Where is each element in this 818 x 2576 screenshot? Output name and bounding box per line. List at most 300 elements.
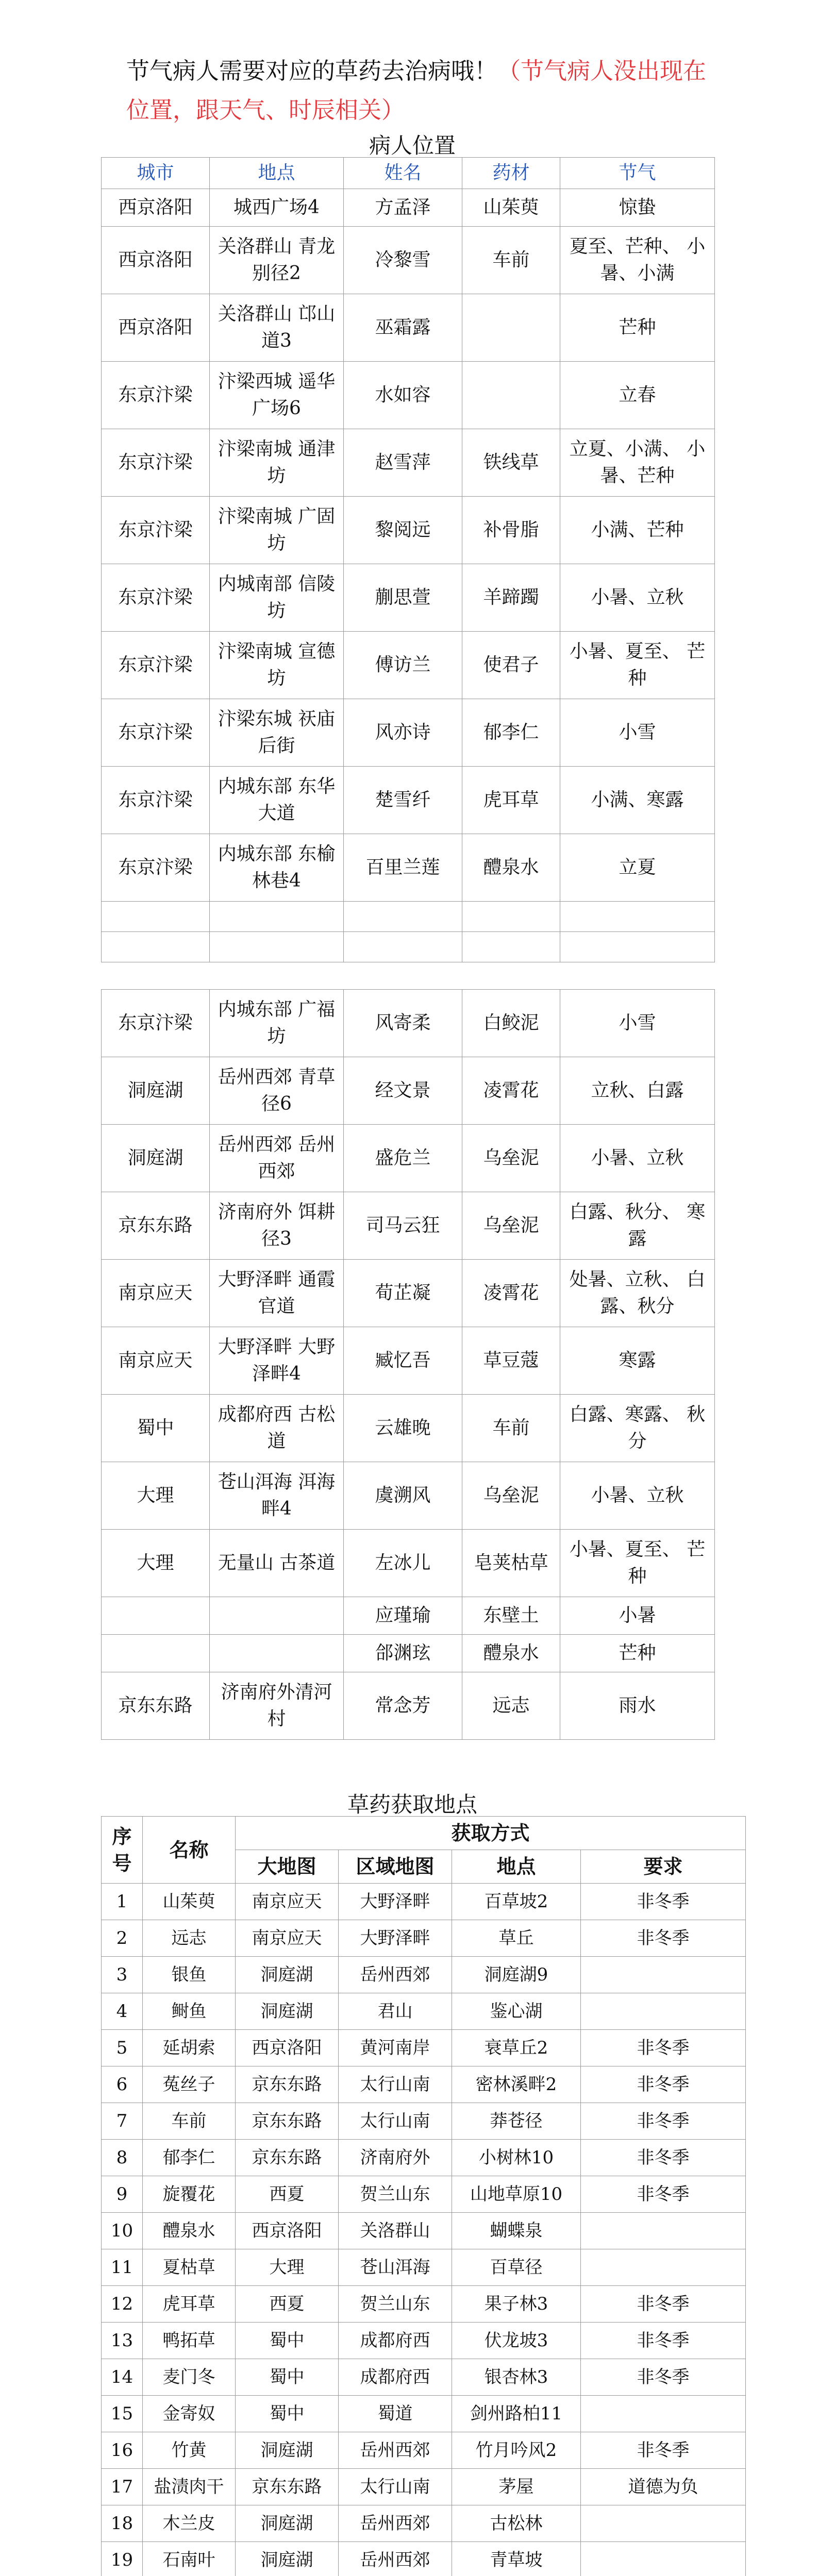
table-cell xyxy=(102,932,210,962)
herbs-title: 草药获取地点 xyxy=(347,1792,477,1817)
table-cell: 5 xyxy=(102,2030,143,2066)
patients-header-cell: 城市 xyxy=(102,158,210,189)
table-cell: 山茱萸 xyxy=(143,1884,236,1920)
table-cell: 非冬季 xyxy=(581,2176,746,2213)
table-cell: 山茱萸 xyxy=(462,189,560,227)
table-cell: 巫霜露 xyxy=(344,294,462,362)
table-cell xyxy=(462,294,560,362)
table-cell xyxy=(344,932,462,962)
table-cell: 东京汴梁 xyxy=(102,767,210,834)
table-cell: 京东东路 xyxy=(236,2140,339,2176)
table-cell: 白鲛泥 xyxy=(462,990,560,1057)
table-cell: 百里兰莲 xyxy=(344,834,462,902)
table-cell: 岳州西郊 xyxy=(339,1957,452,1993)
table-cell xyxy=(581,2213,746,2249)
table-cell: 盐渍肉干 xyxy=(143,2469,236,2505)
table-cell: 南京应天 xyxy=(236,1884,339,1920)
table-cell: 京东东路 xyxy=(236,2469,339,2505)
table-cell: 水如容 xyxy=(344,362,462,429)
table-cell: 君山 xyxy=(339,1993,452,2030)
table-cell: 风寄柔 xyxy=(344,990,462,1057)
table-cell: 东京汴梁 xyxy=(102,362,210,429)
table-cell: 百草径 xyxy=(452,2249,581,2286)
table-cell: 小树林10 xyxy=(452,2140,581,2176)
table-cell: 道德为负 xyxy=(581,2469,746,2505)
table-cell: 汴梁南城 广固坊 xyxy=(210,497,344,564)
table-cell: 远志 xyxy=(462,1672,560,1740)
table-cell: 车前 xyxy=(462,1395,560,1462)
table-cell: 内城东部 东华大道 xyxy=(210,767,344,834)
table-cell: 关洛群山 xyxy=(339,2213,452,2249)
table-cell: 蒯思萱 xyxy=(344,564,462,632)
table-cell xyxy=(581,2396,746,2432)
table-cell: 6 xyxy=(102,2066,143,2103)
table-cell: 岳州西郊 xyxy=(339,2432,452,2469)
table-cell: 醴泉水 xyxy=(462,1635,560,1672)
patients-header-row xyxy=(102,158,715,189)
table-cell: 西京洛阳 xyxy=(102,294,210,362)
table-cell: 立夏、小满、 小暑、芒种 xyxy=(560,429,715,497)
table-cell: 芒种 xyxy=(560,1635,715,1672)
table-cell: 洞庭湖 xyxy=(236,2505,339,2542)
table-cell: 成都府西 xyxy=(339,2359,452,2396)
table-cell: 经文景 xyxy=(344,1057,462,1125)
table-cell: 7 xyxy=(102,2103,143,2140)
table-cell: 风亦诗 xyxy=(344,699,462,767)
table-row xyxy=(102,2396,746,2432)
table-cell: 京东东路 xyxy=(102,1672,210,1740)
table-row xyxy=(102,1920,746,1957)
table-cell: 臧忆吾 xyxy=(344,1327,462,1395)
table-cell: 司马云狂 xyxy=(344,1192,462,1260)
table-row-blank xyxy=(102,932,715,962)
table-cell: 京东东路 xyxy=(236,2103,339,2140)
table-cell: 虞溯风 xyxy=(344,1462,462,1530)
table-cell: 苍山洱海 洱海畔4 xyxy=(210,1462,344,1530)
table-row xyxy=(102,1462,715,1530)
table-cell: 14 xyxy=(102,2359,143,2396)
table-cell: 麦门冬 xyxy=(143,2359,236,2396)
patients-table-2 xyxy=(101,989,715,1740)
table-cell: 小满、寒露 xyxy=(560,767,715,834)
table-cell: 1 xyxy=(102,1884,143,1920)
table-cell: 蜀中 xyxy=(236,2359,339,2396)
table-cell: 竹月吟风2 xyxy=(452,2432,581,2469)
table-cell: 汴梁西城 遥华广场6 xyxy=(210,362,344,429)
table-cell: 石南叶 xyxy=(143,2542,236,2576)
table-row xyxy=(102,1395,715,1462)
table-cell: 木兰皮 xyxy=(143,2505,236,2542)
herbs-header-method: 获取方式 xyxy=(236,1817,746,1850)
table-cell: 15 xyxy=(102,2396,143,2432)
table-cell: 醴泉水 xyxy=(143,2213,236,2249)
table-cell: 太行山南 xyxy=(339,2103,452,2140)
table-row xyxy=(102,2249,746,2286)
table-cell: 大野泽畔 通霞官道 xyxy=(210,1260,344,1327)
table-cell xyxy=(344,902,462,932)
table-cell: 17 xyxy=(102,2469,143,2505)
table-cell xyxy=(210,902,344,932)
table-row xyxy=(102,294,715,362)
table-cell: 草豆蔻 xyxy=(462,1327,560,1395)
table-cell: 虎耳草 xyxy=(143,2286,236,2323)
table-row xyxy=(102,1057,715,1125)
table-row xyxy=(102,189,715,227)
table-cell: 济南府外 饵耕径3 xyxy=(210,1192,344,1260)
table-cell: 郁李仁 xyxy=(143,2140,236,2176)
table-cell xyxy=(462,362,560,429)
table-cell: 蜀中 xyxy=(236,2323,339,2359)
table-cell: 南京应天 xyxy=(102,1327,210,1395)
table-cell: 山地草原10 xyxy=(452,2176,581,2213)
table-cell xyxy=(581,2505,746,2542)
table-cell xyxy=(581,1993,746,2030)
table-cell: 蜀中 xyxy=(102,1395,210,1462)
table-cell: 醴泉水 xyxy=(462,834,560,902)
table-cell: 西夏 xyxy=(236,2286,339,2323)
table-row xyxy=(102,2505,746,2542)
herbs-subheader-cell: 要求 xyxy=(581,1850,746,1884)
table-row xyxy=(102,1597,715,1635)
table-cell: 洞庭湖 xyxy=(102,1125,210,1192)
table-cell: 内城东部 东榆林巷4 xyxy=(210,834,344,902)
table-cell: 茅屋 xyxy=(452,2469,581,2505)
table-cell: 盛危兰 xyxy=(344,1125,462,1192)
table-row xyxy=(102,1327,715,1395)
table-cell: 小雪 xyxy=(560,699,715,767)
table-row xyxy=(102,1260,715,1327)
table-cell: 19 xyxy=(102,2542,143,2576)
table-cell: 剑州路柏11 xyxy=(452,2396,581,2432)
table-cell: 10 xyxy=(102,2213,143,2249)
herbs-subheader-cell: 大地图 xyxy=(236,1850,339,1884)
table-cell: 羊蹄躅 xyxy=(462,564,560,632)
table-cell: 非冬季 xyxy=(581,2103,746,2140)
table-cell: 西京洛阳 xyxy=(236,2030,339,2066)
table-cell: 非冬季 xyxy=(581,2323,746,2359)
table-cell: 洞庭湖 xyxy=(236,2432,339,2469)
table-cell: 非冬季 xyxy=(581,2432,746,2469)
intro-note: （节气病人没出现在位置，跟天气、时辰相关） xyxy=(126,57,707,124)
table-cell: 小雪 xyxy=(560,990,715,1057)
table-cell: 立春 xyxy=(560,362,715,429)
patients-header-cell: 姓名 xyxy=(344,158,462,189)
table-cell: 立秋、白露 xyxy=(560,1057,715,1125)
table-cell: 4 xyxy=(102,1993,143,2030)
table-row xyxy=(102,497,715,564)
table-cell: 东京汴梁 xyxy=(102,497,210,564)
table-cell: 济南府外 xyxy=(339,2140,452,2176)
table-row xyxy=(102,2176,746,2213)
table-row xyxy=(102,2359,746,2396)
table-cell: 非冬季 xyxy=(581,2030,746,2066)
table-cell: 银鱼 xyxy=(143,1957,236,1993)
table-row xyxy=(102,1530,715,1597)
table-cell: 大野泽畔 大野泽畔4 xyxy=(210,1327,344,1395)
table-cell: 皂荚枯草 xyxy=(462,1530,560,1597)
table-cell: 小满、芒种 xyxy=(560,497,715,564)
table-cell: 小暑、夏至、 芒种 xyxy=(560,632,715,699)
table-cell xyxy=(462,932,560,962)
table-cell: 百草坡2 xyxy=(452,1884,581,1920)
table-cell: 大野泽畔 xyxy=(339,1920,452,1957)
table-cell: 东京汴梁 xyxy=(102,564,210,632)
table-cell: 成都府西 古松道 xyxy=(210,1395,344,1462)
herbs-subheader-cell: 地点 xyxy=(452,1850,581,1884)
table-cell: 成都府西 xyxy=(339,2323,452,2359)
table-cell: 西京洛阳 xyxy=(102,189,210,227)
table-cell: 城西广场4 xyxy=(210,189,344,227)
table-row xyxy=(102,699,715,767)
table-cell: 延胡索 xyxy=(143,2030,236,2066)
intro-paragraph xyxy=(126,52,714,130)
table-cell: 寒露 xyxy=(560,1327,715,1395)
table-cell: 洞庭湖 xyxy=(236,2542,339,2576)
table-cell: 内城东部 广福坊 xyxy=(210,990,344,1057)
table-cell: 非冬季 xyxy=(581,2359,746,2396)
table-cell: 西京洛阳 xyxy=(236,2213,339,2249)
table-cell: 左冰儿 xyxy=(344,1530,462,1597)
table-cell: 洞庭湖9 xyxy=(452,1957,581,1993)
table-cell: 13 xyxy=(102,2323,143,2359)
table-cell: 东京汴梁 xyxy=(102,834,210,902)
table-row xyxy=(102,2542,746,2576)
table-cell: 东京汴梁 xyxy=(102,990,210,1057)
table-cell: 常念芳 xyxy=(344,1672,462,1740)
table-cell: 小暑、夏至、 芒种 xyxy=(560,1530,715,1597)
patients-header-cell: 地点 xyxy=(210,158,344,189)
table-cell: 11 xyxy=(102,2249,143,2286)
table-row-blank xyxy=(102,902,715,932)
table-cell: 大理 xyxy=(102,1462,210,1530)
table-cell: 使君子 xyxy=(462,632,560,699)
table-cell xyxy=(462,902,560,932)
table-cell: 东京汴梁 xyxy=(102,632,210,699)
table-cell: 汴梁东城 祆庙后街 xyxy=(210,699,344,767)
table-cell: 金寄奴 xyxy=(143,2396,236,2432)
table-cell: 白露、寒露、 秋分 xyxy=(560,1395,715,1462)
patients-header-cell: 节气 xyxy=(560,158,715,189)
table-cell: 乌垒泥 xyxy=(462,1462,560,1530)
table-cell: 虎耳草 xyxy=(462,767,560,834)
table-cell xyxy=(210,1635,344,1672)
table-cell: 济南府外清河 村 xyxy=(210,1672,344,1740)
table-cell: 夏至、芒种、 小暑、小满 xyxy=(560,227,715,294)
table-cell: 洞庭湖 xyxy=(236,1993,339,2030)
table-cell: 芒种 xyxy=(560,294,715,362)
table-row xyxy=(102,834,715,902)
table-row xyxy=(102,2432,746,2469)
table-row xyxy=(102,564,715,632)
table-cell: 鉴心湖 xyxy=(452,1993,581,2030)
table-cell: 岳州西郊 xyxy=(339,2542,452,2576)
table-cell xyxy=(581,2249,746,2286)
table-cell: 汴梁南城 宣德坊 xyxy=(210,632,344,699)
table-cell: 南京应天 xyxy=(102,1260,210,1327)
table-cell: 伏龙坡3 xyxy=(452,2323,581,2359)
table-cell: 12 xyxy=(102,2286,143,2323)
table-cell: 旋覆花 xyxy=(143,2176,236,2213)
table-cell: 傅访兰 xyxy=(344,632,462,699)
table-row xyxy=(102,429,715,497)
table-cell: 西京洛阳 xyxy=(102,227,210,294)
table-cell: 青草坡 xyxy=(452,2542,581,2576)
table-cell: 凌霄花 xyxy=(462,1260,560,1327)
table-cell: 16 xyxy=(102,2432,143,2469)
table-cell: 荀芷凝 xyxy=(344,1260,462,1327)
table-cell: 岳州西郊 青草径6 xyxy=(210,1057,344,1125)
table-row xyxy=(102,1192,715,1260)
table-row xyxy=(102,1993,746,2030)
table-cell xyxy=(102,902,210,932)
table-cell xyxy=(210,932,344,962)
table-cell: 补骨脂 xyxy=(462,497,560,564)
table-cell: 莽苍径 xyxy=(452,2103,581,2140)
herbs-subheader-cell: 区域地图 xyxy=(339,1850,452,1884)
table-cell xyxy=(102,1597,210,1635)
table-cell: 南京应天 xyxy=(236,1920,339,1957)
table-cell: 西夏 xyxy=(236,2176,339,2213)
table-cell xyxy=(581,1957,746,1993)
table-cell: 贺兰山东 xyxy=(339,2176,452,2213)
table-cell: 蝴蝶泉 xyxy=(452,2213,581,2249)
table-cell: 东京汴梁 xyxy=(102,699,210,767)
table-cell: 内城南部 信陵坊 xyxy=(210,564,344,632)
table-cell: 9 xyxy=(102,2176,143,2213)
patients-header-cell: 药材 xyxy=(462,158,560,189)
table-cell: 衰草丘2 xyxy=(452,2030,581,2066)
table-cell: 非冬季 xyxy=(581,1920,746,1957)
table-cell xyxy=(560,932,715,962)
table-row xyxy=(102,362,715,429)
table-cell: 蜀中 xyxy=(236,2396,339,2432)
table-cell: 郃渊玹 xyxy=(344,1635,462,1672)
table-cell: 车前 xyxy=(462,227,560,294)
table-cell: 古松林 xyxy=(452,2505,581,2542)
table-cell: 关洛群山 邙山道3 xyxy=(210,294,344,362)
table-cell xyxy=(560,902,715,932)
table-cell: 凌霄花 xyxy=(462,1057,560,1125)
table-cell: 竹黄 xyxy=(143,2432,236,2469)
table-cell: 黄河南岸 xyxy=(339,2030,452,2066)
table-cell: 立夏 xyxy=(560,834,715,902)
table-cell: 非冬季 xyxy=(581,1884,746,1920)
table-cell: 小暑、立秋 xyxy=(560,564,715,632)
table-row xyxy=(102,1672,715,1740)
table-cell: 菟丝子 xyxy=(143,2066,236,2103)
table-cell: 苍山洱海 xyxy=(339,2249,452,2286)
herbs-header-name: 名称 xyxy=(143,1817,236,1884)
table-row xyxy=(102,1884,746,1920)
table-row xyxy=(102,2030,746,2066)
table-cell: 处暑、立秋、 白露、秋分 xyxy=(560,1260,715,1327)
table-cell: 雨水 xyxy=(560,1672,715,1740)
table-cell: 小暑 xyxy=(560,1597,715,1635)
table-cell: 赵雪萍 xyxy=(344,429,462,497)
table-cell: 非冬季 xyxy=(581,2066,746,2103)
table-cell: 岳州西郊 xyxy=(339,2505,452,2542)
table-row xyxy=(102,767,715,834)
table-cell: 方孟泽 xyxy=(344,189,462,227)
table-cell: 洞庭湖 xyxy=(236,1957,339,1993)
table-cell: 楚雪纤 xyxy=(344,767,462,834)
table-cell: 太行山南 xyxy=(339,2469,452,2505)
table-row xyxy=(102,2286,746,2323)
patients-title: 病人位置 xyxy=(369,133,456,158)
table-cell: 夏枯草 xyxy=(143,2249,236,2286)
table-cell: 密林溪畔2 xyxy=(452,2066,581,2103)
table-cell: 乌垒泥 xyxy=(462,1125,560,1192)
table-cell: 非冬季 xyxy=(581,2286,746,2323)
table-cell: 关洛群山 青龙别径2 xyxy=(210,227,344,294)
table-cell: 云雄晚 xyxy=(344,1395,462,1462)
table-cell xyxy=(581,2542,746,2576)
table-row xyxy=(102,632,715,699)
table-cell: 远志 xyxy=(143,1920,236,1957)
table-cell: 应瑾瑜 xyxy=(344,1597,462,1635)
table-cell: 乌垒泥 xyxy=(462,1192,560,1260)
table-cell: 东京汴梁 xyxy=(102,429,210,497)
table-cell: 2 xyxy=(102,1920,143,1957)
table-row xyxy=(102,2213,746,2249)
table-cell: 3 xyxy=(102,1957,143,1993)
table-cell: 小暑、立秋 xyxy=(560,1462,715,1530)
table-cell: 银杏林3 xyxy=(452,2359,581,2396)
table-cell: 岳州西郊 岳州西郊 xyxy=(210,1125,344,1192)
table-cell: 惊蛰 xyxy=(560,189,715,227)
table-row xyxy=(102,2103,746,2140)
table-cell: 大野泽畔 xyxy=(339,1884,452,1920)
table-cell xyxy=(210,1597,344,1635)
table-row xyxy=(102,990,715,1057)
table-cell: 大理 xyxy=(102,1530,210,1597)
table-cell: 无量山 古茶道 xyxy=(210,1530,344,1597)
herbs-table-1 xyxy=(101,1816,746,2576)
table-cell: 铁线草 xyxy=(462,429,560,497)
table-cell: 白露、秋分、 寒露 xyxy=(560,1192,715,1260)
table-cell: 草丘 xyxy=(452,1920,581,1957)
table-row xyxy=(102,2140,746,2176)
table-cell: 车前 xyxy=(143,2103,236,2140)
table-cell: 小暑、立秋 xyxy=(560,1125,715,1192)
table-row xyxy=(102,2323,746,2359)
table-cell: 冷黎雪 xyxy=(344,227,462,294)
table-cell: 郁李仁 xyxy=(462,699,560,767)
table-cell: 蜀道 xyxy=(339,2396,452,2432)
table-row xyxy=(102,227,715,294)
table-row xyxy=(102,2469,746,2505)
intro-text: 节气病人需要对应的草药去治病哦！ xyxy=(126,57,498,84)
table-cell: 京东东路 xyxy=(102,1192,210,1260)
table-cell: 鲥鱼 xyxy=(143,1993,236,2030)
table-row xyxy=(102,2066,746,2103)
table-cell: 大理 xyxy=(236,2249,339,2286)
table-cell: 洞庭湖 xyxy=(102,1057,210,1125)
table-cell: 8 xyxy=(102,2140,143,2176)
table-cell: 黎阅远 xyxy=(344,497,462,564)
table-cell: 鸭拓草 xyxy=(143,2323,236,2359)
table-row xyxy=(102,1635,715,1672)
table-cell: 太行山南 xyxy=(339,2066,452,2103)
table-cell: 汴梁南城 通津坊 xyxy=(210,429,344,497)
table-cell: 非冬季 xyxy=(581,2140,746,2176)
table-cell: 果子林3 xyxy=(452,2286,581,2323)
table-row xyxy=(102,1957,746,1993)
table-cell: 贺兰山东 xyxy=(339,2286,452,2323)
table-cell: 东壁土 xyxy=(462,1597,560,1635)
herbs-header-no: 序 号 xyxy=(102,1817,143,1884)
table-cell xyxy=(102,1635,210,1672)
